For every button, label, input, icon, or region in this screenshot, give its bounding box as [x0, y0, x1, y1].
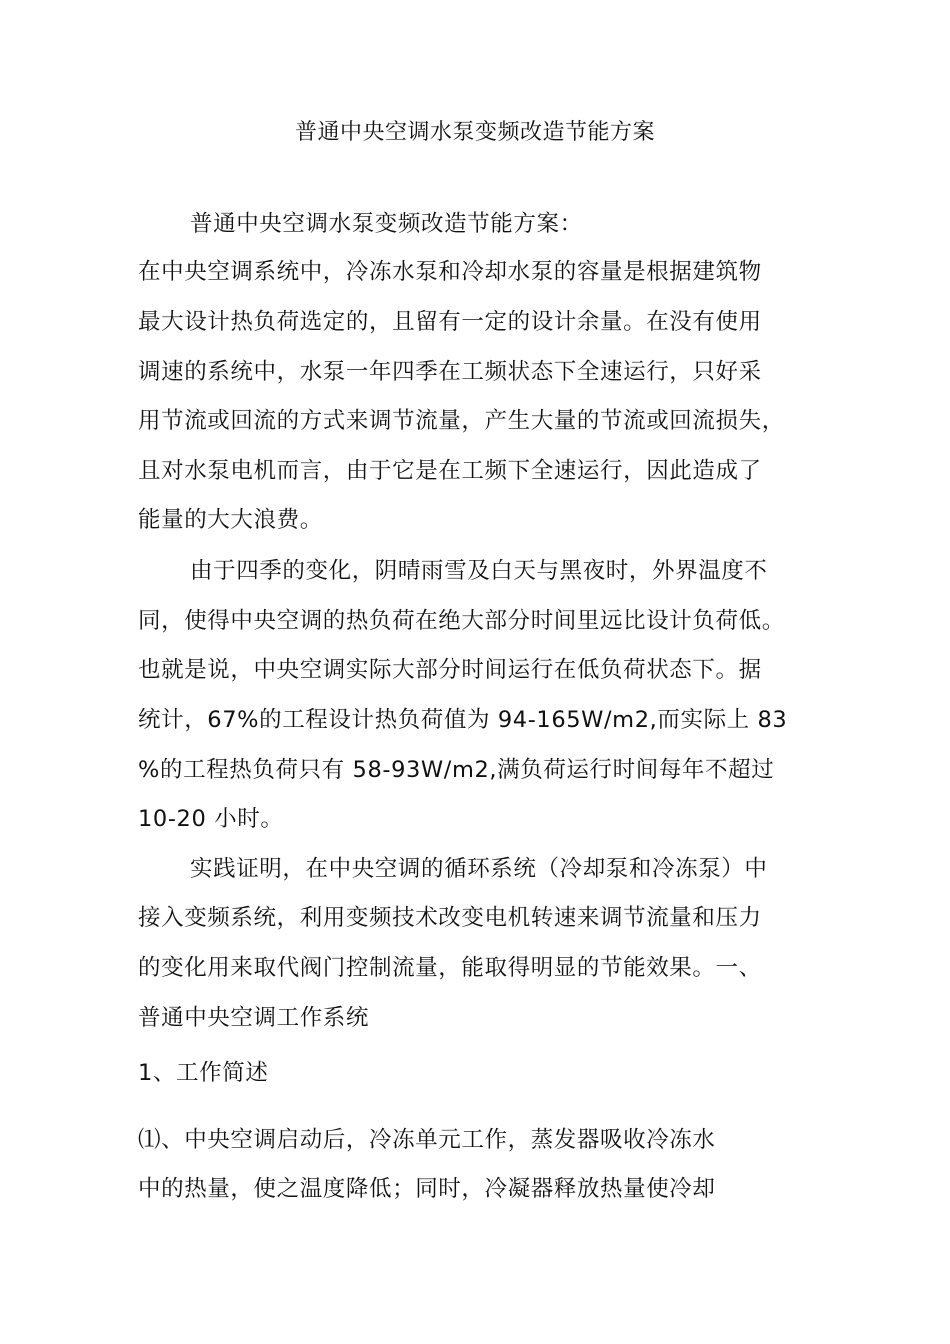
text-line: 同，使得中央空调的热负荷在绝大部分时间里远比设计负荷低。 — [138, 608, 785, 634]
text-line: 用节流或回流的方式来调节流量，产生大量的节流或回流损失， — [138, 408, 785, 434]
text-line: ⑴、中央空调启动后，冷冻单元工作，蒸发器吸收冷冻水 — [138, 1127, 716, 1153]
text-line: %的工程热负荷只有 58-93W/m2,满负荷运行时间每年不超过 — [138, 757, 775, 783]
text-line: 接入变频系统，利用变频技术改变电机转速来调节流量和压力 — [138, 905, 762, 931]
text-line: 统计，67%的工程设计热负荷值为 94-165W/m2,而实际上 83 — [138, 707, 788, 733]
document-title: 普通中央空调水泵变频改造节能方案 — [294, 120, 655, 145]
text-line: 调速的系统中，水泵一年四季在工频状态下全速运行，只好采 — [138, 359, 762, 385]
text-line: 普通中央空调工作系统 — [138, 1005, 370, 1031]
text-line: 在中央空调系统中，冷冻水泵和冷却水泵的容量是根据建筑物 — [138, 259, 762, 285]
text-line: 中的热量，使之温度降低；同时，冷凝器释放热量使冷却 — [138, 1176, 716, 1202]
section-heading: 1、工作简述 — [138, 1060, 269, 1086]
text-line: 10-20 小时。 — [138, 806, 284, 832]
text-line: 最大设计热负荷选定的，且留有一定的设计余量。在没有使用 — [138, 309, 762, 335]
text-line: 由于四季的变化，阴晴雨雪及白天与黑夜时，外界温度不 — [190, 558, 768, 584]
text-line: 的变化用来取代阀门控制流量，能取得明显的节能效果。一、 — [138, 955, 762, 981]
text-line: 且对水泵电机而言，由于它是在工频下全速运行，因此造成了 — [138, 458, 762, 484]
text-line: 普通中央空调水泵变频改造节能方案： — [190, 211, 583, 237]
text-line: 能量的大大浪费。 — [138, 507, 323, 533]
text-line: 也就是说，中央空调实际大部分时间运行在低负荷状态下。据 — [138, 657, 762, 683]
text-line: 实践证明，在中央空调的循环系统（冷却泵和冷冻泵）中 — [190, 856, 768, 882]
